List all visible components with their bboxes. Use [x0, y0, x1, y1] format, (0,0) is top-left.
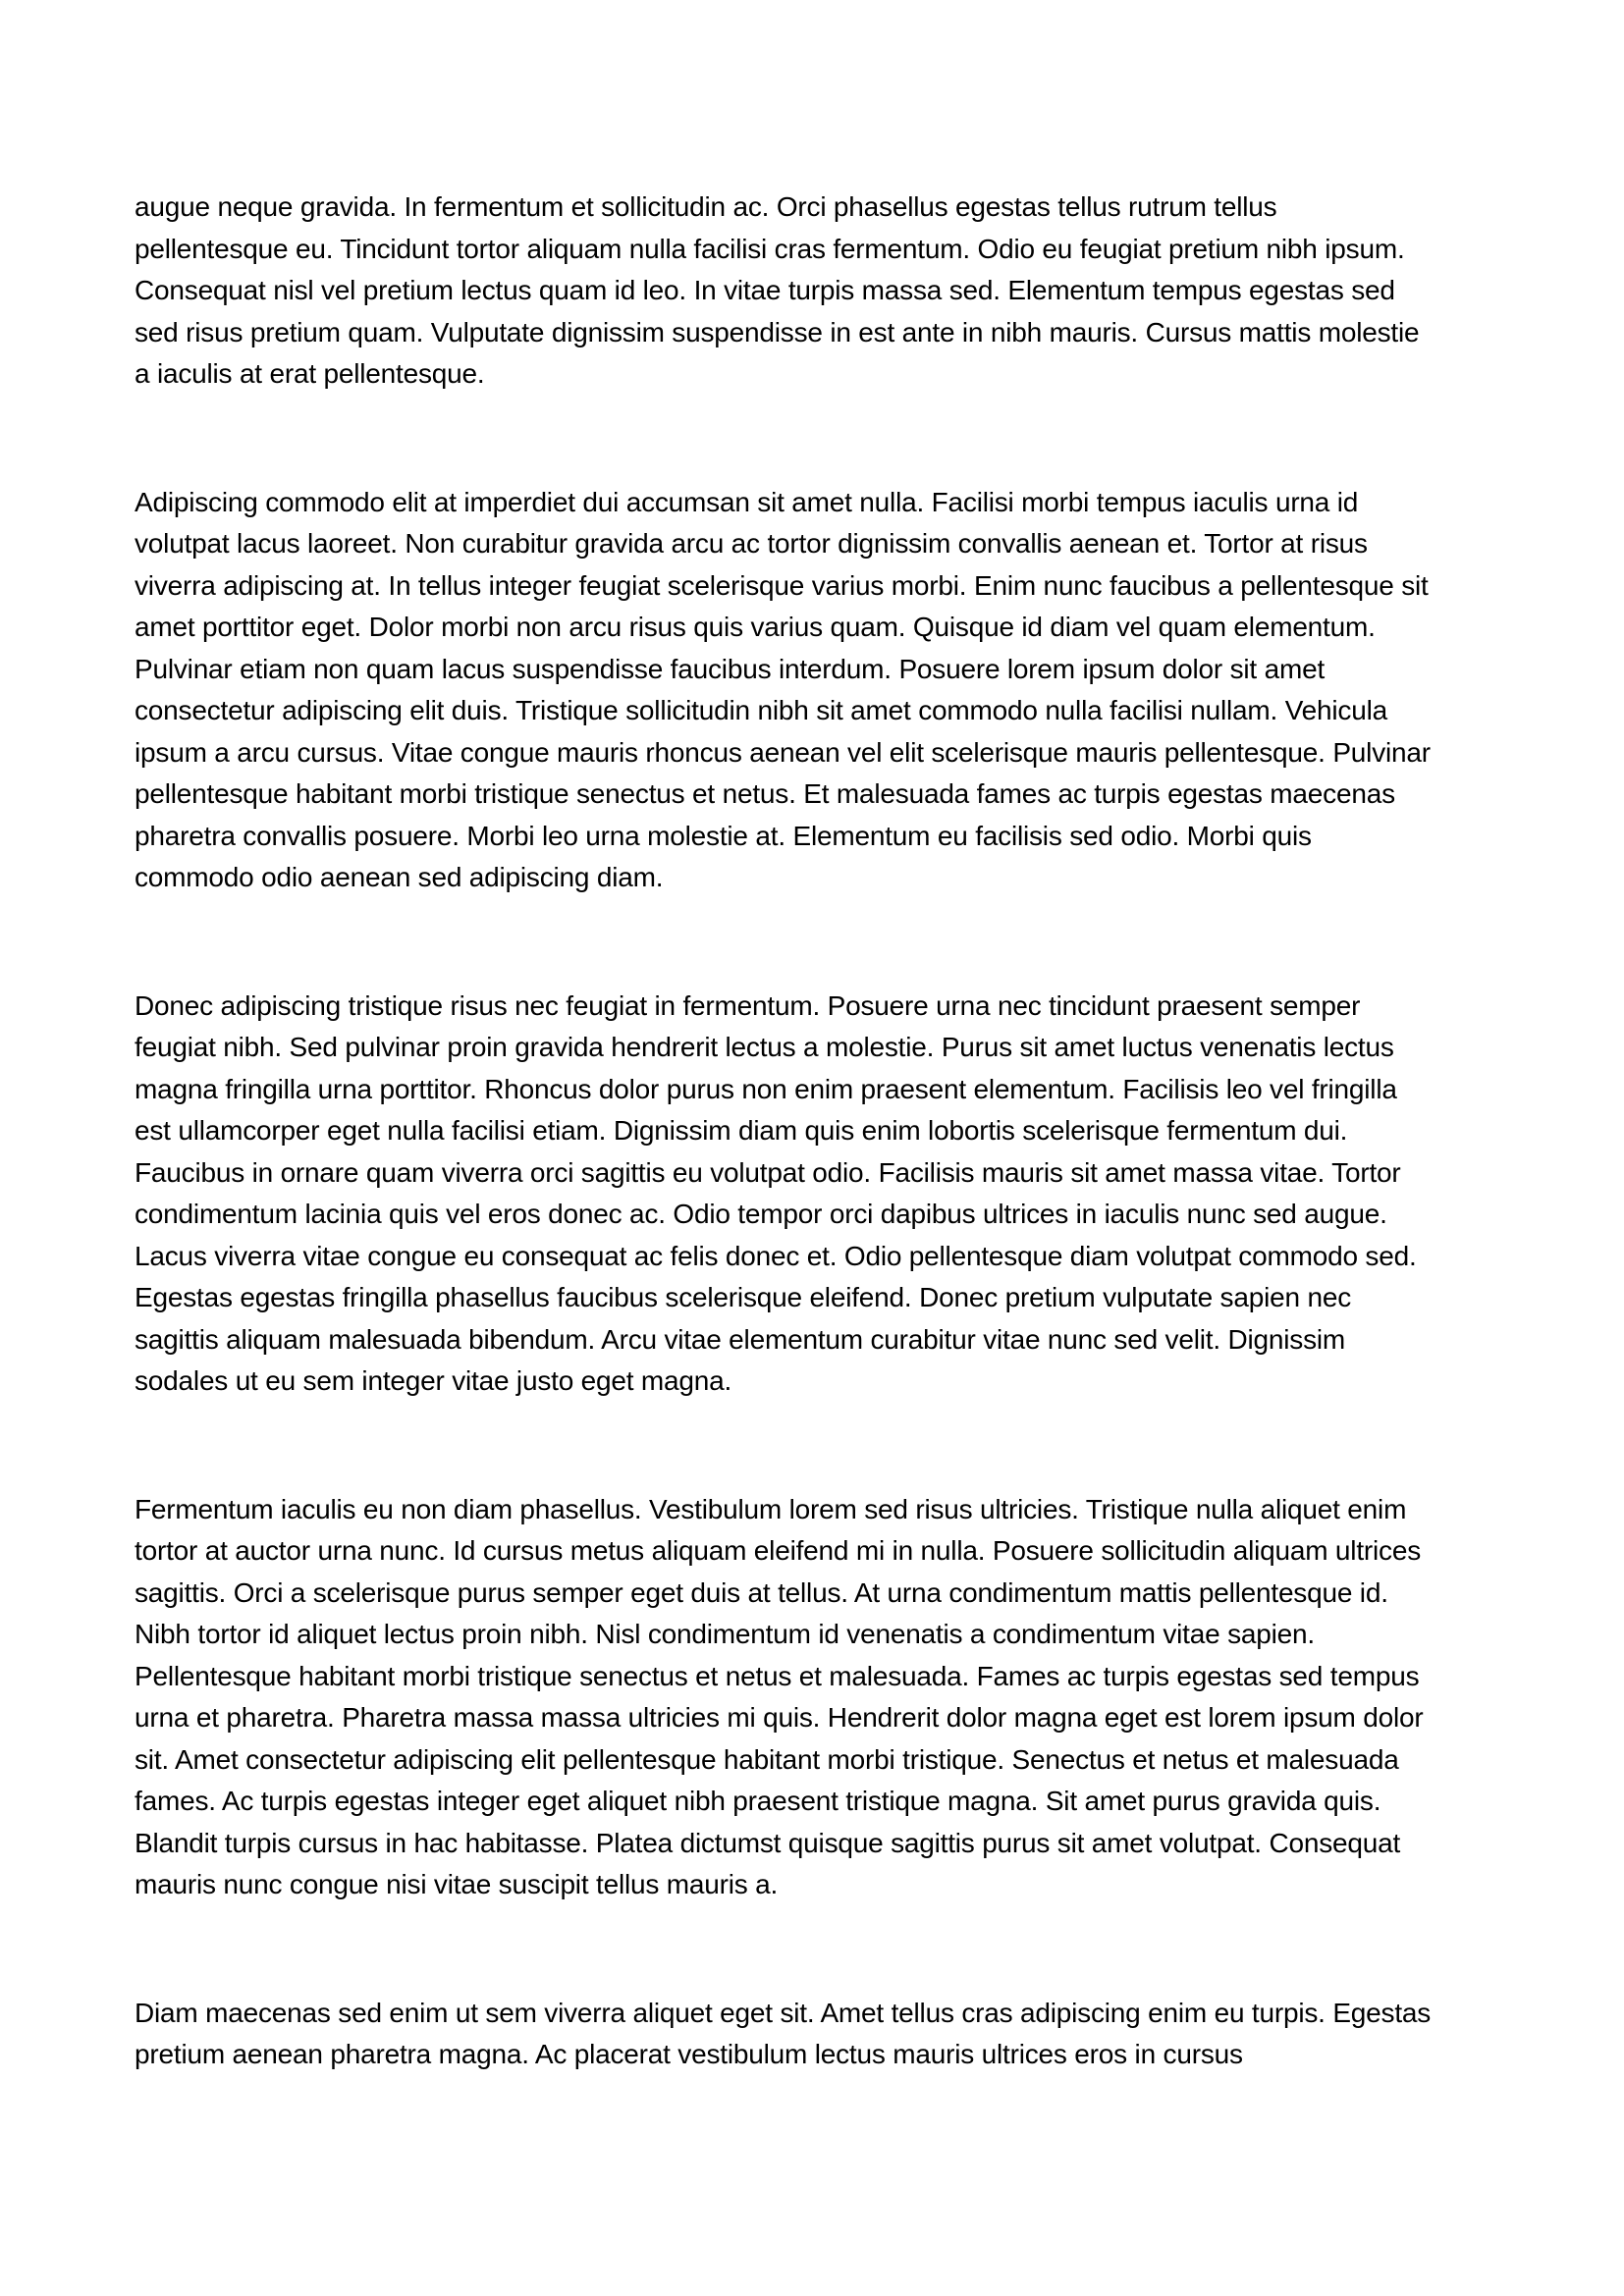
paragraph-3: Donec adipiscing tristique risus nec feugiat in fermentum. Posuere urna nec tincidunt praesent semper feugiat nibh. Sed pulvinar proin gravida hendrerit lectus a molestie. Purus sit amet luctus venenatis lectus magna fringilla urna porttitor. Rhoncus dolor purus non enim praesent elementum. Facilisis leo vel fringilla est ullamcorper eget nulla facilisi etiam. Dignissim diam quis enim lobortis scelerisque fermentum dui. Faucibus in ornare quam viverra orci sagittis eu volutpat odio. Facilisis mauris sit amet massa vitae. Tortor condimentum lacinia quis vel eros donec ac. Odio tempor orci dapibus ultrices in iaculis nunc sed augue. Lacus viverra vitae congue eu consequat ac felis donec et. Odio pellentesque diam volutpat commodo sed. Egestas egestas fringilla phasellus faucibus scelerisque eleifend. Donec pretium vulputate sapien nec sagittis aliquam malesuada bibendum. Arcu vitae elementum curabitur vitae nunc sed velit. Dignissim sodales ut eu sem integer vitae justo eget magna. [135, 989, 1417, 1396]
paragraph-5: Diam maecenas sed enim ut sem viverra aliquet eget sit. Amet tellus cras adipiscing enim eu turpis. Egestas pretium aenean pharetra magna. Ac placerat vestibulum lectus mauris ultrices eros in cursus [135, 1997, 1432, 2069]
paragraph-2: Adipiscing commodo elit at imperdiet dui accumsan sit amet nulla. Facilisi morbi tempus iaculis urna id volutpat lacus laoreet. Non curabitur gravida arcu ac tortor dignissim convallis aenean et. Tortor at risus viverra adipiscing at. In tellus integer feugiat scelerisque varius morbi. Enim nunc faucibus a pellentesque sit amet porttitor eget. Dolor morbi non arcu risus quis varius quam. Quisque id diam vel quam elementum. Pulvinar etiam non quam lacus suspendisse faucibus interdum. Posuere lorem ipsum dolor sit amet consectetur adipiscing elit duis. Tristique sollicitudin nibh sit amet commodo nulla facilisi nullam. Vehicula ipsum a arcu cursus. Vitae congue mauris rhoncus aenean vel elit scelerisque mauris pellentesque. Pulvinar pellentesque habitant morbi tristique senectus et netus. Et malesuada fames ac turpis egestas maecenas pharetra convallis posuere. Morbi leo urna molestie at. Elementum eu facilisis sed odio. Morbi quis commodo odio aenean sed adipiscing diam. [135, 486, 1431, 892]
paragraph-4: Fermentum iaculis eu non diam phasellus. Vestibulum lorem sed risus ultricies. Tristique nulla aliquet enim tortor at auctor urna nunc. Id cursus metus aliquam eleifend mi in nulla. Posuere sollicitudin aliquam ultrices sagittis. Orci a scelerisque purus semper eget duis at tellus. At urna condimentum mattis pellentesque id. Nibh tortor id aliquet lectus proin nibh. Nisl condimentum id venenatis a condimentum vitae sapien. Pellentesque habitant morbi tristique senectus et netus et malesuada. Fames ac turpis egestas sed tempus urna et pharetra. Pharetra massa massa ultricies mi quis. Hendrerit dolor magna eget est lorem ipsum dolor sit. Amet consectetur adipiscing elit pellentesque habitant morbi tristique. Senectus et netus et malesuada fames. Ac turpis egestas integer eget aliquet nibh praesent tristique magna. Sit amet purus gravida quis. Blandit turpis cursus in hac habitasse. Platea dictumst quisque sagittis purus sit amet volutpat. Consequat mauris nunc congue nisi vitae suscipit tellus mauris a. [135, 1493, 1424, 1899]
paragraph-1: augue neque gravida. In fermentum et sollicitudin ac. Orci phasellus egestas tellus rutrum tellus pellentesque eu. Tincidunt tortor aliquam nulla facilisi cras fermentum. Odio eu feugiat pretium nibh ipsum. Consequat nisl vel pretium lectus quam id leo. In vitae turpis massa sed. Elementum tempus egestas sed sed risus pretium quam. Vulputate dignissim suspendisse in est ante in nibh mauris. Cursus mattis molestie a iaculis at erat pellentesque. [135, 191, 1420, 389]
document-text-body [135, 187, 1434, 2076]
